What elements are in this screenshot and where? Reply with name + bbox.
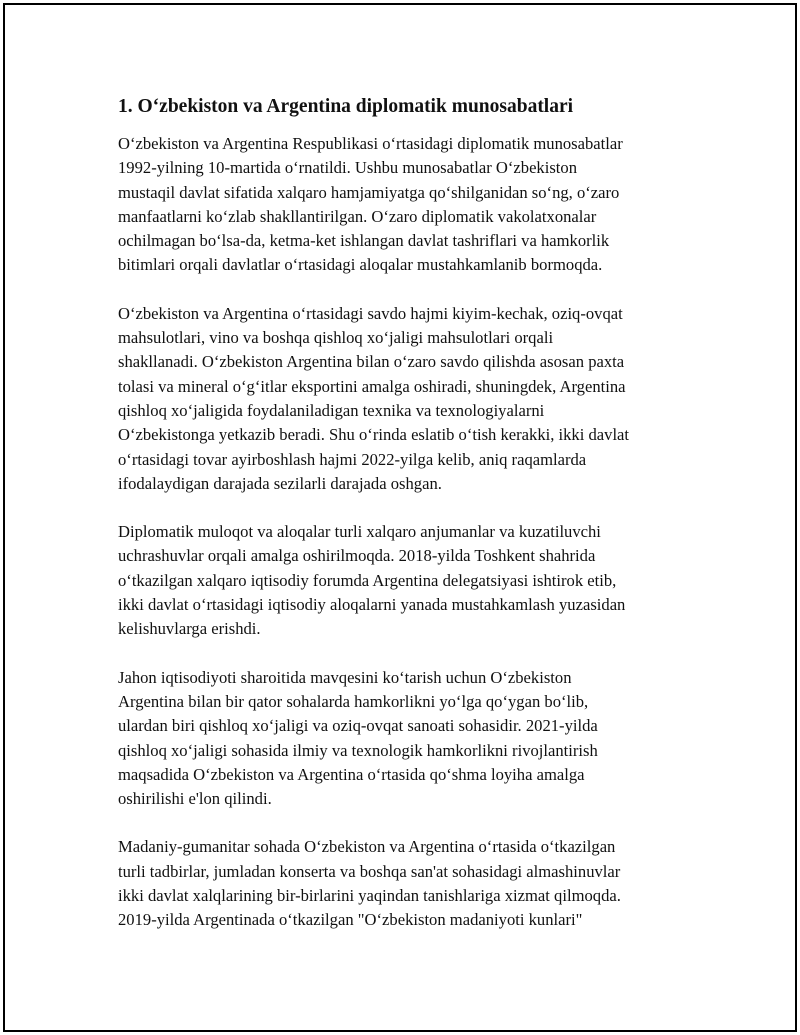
text-line: ulardan biri qishloq xo‘jaligi va oziq-ovqat sanoati sohasidir. 2021-yilda [118,716,598,736]
text-line: ikki davlat o‘rtasidagi iqtisodiy aloqalarni yanada mustahkamlash yuzasidan [118,595,626,615]
text-line: 1992-yilning 10-martida o‘rnatildi. Ushbu munosabatlar O‘zbekiston [118,158,578,178]
text-line: tolasi va mineral o‘g‘itlar eksportini amalga oshiradi, shuningdek, Argentina [118,376,626,396]
text-line: O‘zbekiston va Argentina o‘rtasidagi savdo hajmi kiyim-kechak, oziq-ovqat [118,303,623,323]
paragraph-agriculture [118,666,693,812]
text-line: bitimlari orqali davlatlar o‘rtasidagi aloqalar mustahkamlanib bormoqda. [118,255,603,275]
text-line: Argentina bilan bir qator sohalarda hamkorlikni yo‘lga qo‘ygan bo‘lib, [118,691,589,711]
text-line: ifodalaydigan darajada sezilarli darajada oshgan. [118,473,442,493]
text-line: oshirilishi e'lon qilindi. [118,789,272,809]
text-line: qishloq xo‘jaligida foydalaniladigan texnika va texnologiyalarni [118,400,545,420]
text-line: 2019-yilda Argentinada o‘tkazilgan "O‘zbekiston madaniyoti kunlari" [118,910,583,930]
paragraph-trade [118,302,693,496]
document-page [118,94,693,957]
text-line: o‘tkazilgan xalqaro iqtisodiy forumda Argentina delegatsiyasi ishtirok etib, [118,570,617,590]
text-line: manfaatlarni ko‘zlab shakllantirilgan. O‘zaro diplomatik vakolatxonalar [118,206,597,226]
text-line: Jahon iqtisodiyoti sharoitida mavqesini ko‘tarish uchun O‘zbekiston [118,667,572,687]
text-line: Diplomatik muloqot va aloqalar turli xalqaro anjumanlar va kuzatiluvchi [118,522,601,542]
section-heading: 1. O‘zbekiston va Argentina diplomatik munosabatlari [118,96,574,117]
text-line: Madaniy-gumanitar sohada O‘zbekiston va Argentina o‘rtasida o‘tkazilgan [118,837,616,857]
text-line: turli tadbirlar, jumladan konserta va boshqa san'at sohasidagi almashinuvlar [118,861,621,881]
paragraph-diplomatic-relations [118,132,693,278]
text-line: qishloq xo‘jaligi sohasida ilmiy va texnologik hamkorlikni rivojlantirish [118,740,598,760]
text-line: O‘zbekistonga yetkazib beradi. Shu o‘rinda eslatib o‘tish kerakki, ikki davlat [118,425,630,445]
text-line: mustaqil davlat sifatida xalqaro hamjamiyatga qo‘shilganidan so‘ng, o‘zaro [118,182,620,202]
text-line: ochilmagan bo‘lsa-da, ketma-ket ishlangan davlat tashriflari va hamkorlik [118,231,610,251]
text-line: maqsadida O‘zbekiston va Argentina o‘rtasida qo‘shma loyiha amalga [118,764,585,784]
text-line: O‘zbekiston va Argentina Respublikasi o‘rtasidagi diplomatik munosabatlar [118,134,623,153]
paragraph-culture [118,835,693,932]
paragraph-dialogue [118,520,693,641]
text-line: kelishuvlarga erishdi. [118,619,261,639]
text-line: uchrashuvlar orqali amalga oshirilmoqda. 2018-yilda Toshkent shahrida [118,546,596,566]
text-line: shakllanadi. O‘zbekiston Argentina bilan o‘zaro savdo qilishda asosan paxta [118,352,625,372]
text-line: o‘rtasidagi tovar ayirboshlash hajmi 2022-yilga kelib, aniq raqamlarda [118,449,587,469]
text-line: ikki davlat xalqlarining bir-birlarini yaqindan tanishlariga xizmat qilmoqda. [118,886,621,906]
text-line: mahsulotlari, vino va boshqa qishloq xo‘jaligi mahsulotlari orqali [118,328,554,348]
